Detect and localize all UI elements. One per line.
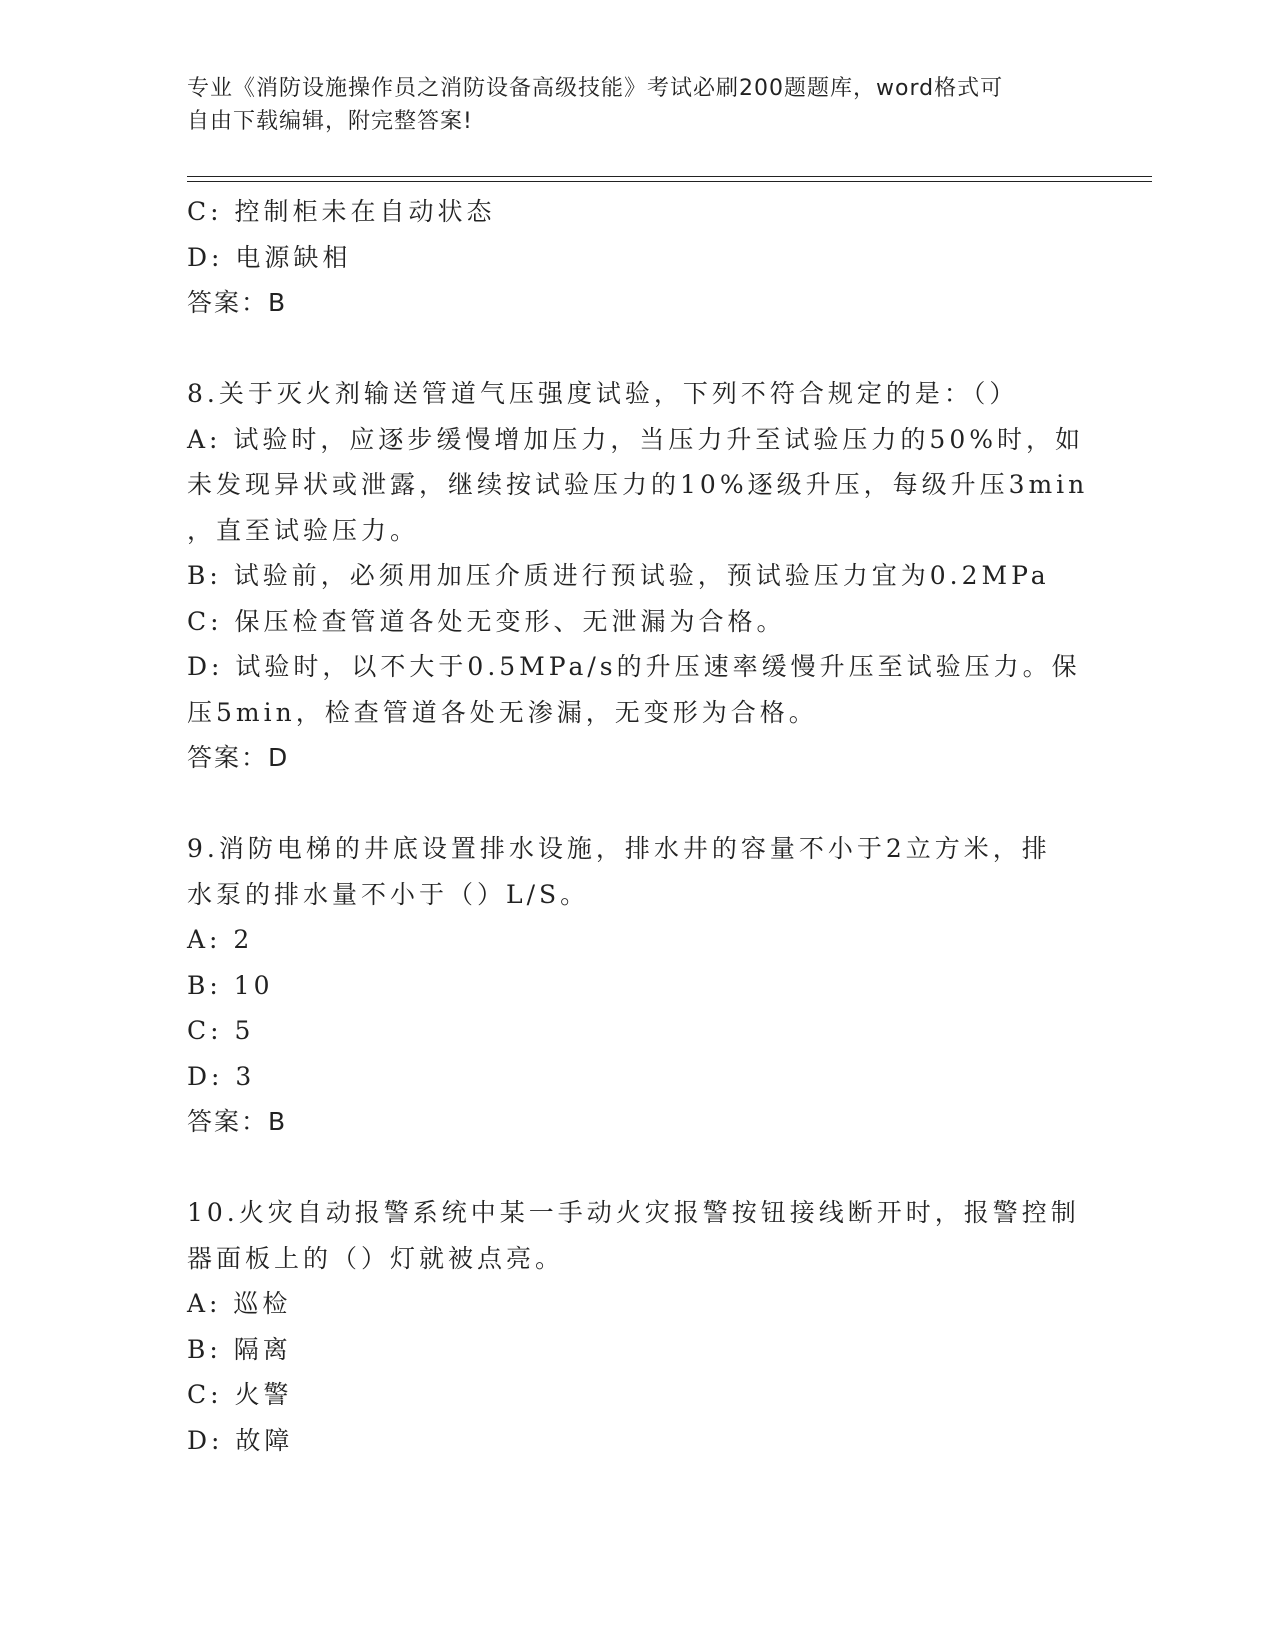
header-line-1: 专业《消防设施操作员之消防设备高级技能》考试必刷200题题库，word格式可 (187, 76, 1004, 101)
option-a-line-2: 未发现异状或泄露，继续按试验压力的10%逐级升压，每级升压3min (187, 470, 1089, 499)
spacer (187, 781, 1087, 827)
answer: 答案：B (187, 288, 288, 317)
option-d: D: 电源缺相 (187, 242, 352, 272)
option-a: A: 2 (187, 925, 254, 954)
question-stem-line-1: 9.消防电梯的井底设置排水设施，排水井的容量不小于2立方米，排 (187, 834, 1051, 863)
header-line-2: 自由下载编辑，附完整答案! (187, 109, 473, 134)
option-a-line-3: ，直至试验压力。 (187, 515, 420, 545)
question-10 (187, 1190, 1087, 1463)
option-b: B: 隔离 (187, 1334, 292, 1364)
question-stem: 8.关于灭火剂输送管道气压强度试验，下列不符合规定的是：（） (187, 379, 1019, 408)
question-stem-line-2: 器面板上的（）灯就被点亮。 (187, 1243, 565, 1273)
option-d: D: 3 (187, 1061, 256, 1091)
option-c: C: 火警 (187, 1380, 293, 1409)
option-c: C: 5 (187, 1016, 255, 1045)
answer: 答案：B (187, 1107, 288, 1136)
option-a-line-1: A: 试验时，应逐步缓慢增加压力，当压力升至试验压力的50%时，如 (187, 424, 1084, 454)
option-d-line-2: 压5min，检查管道各处无渗漏，无变形为合格。 (187, 697, 818, 727)
question-9 (187, 826, 1087, 1145)
option-b: B: 试验前，必须用加压介质进行预试验，预试验压力宜为0.2MPa (187, 561, 1050, 590)
question-list (187, 189, 1087, 1463)
question-7-tail (187, 189, 1087, 326)
spacer (187, 1145, 1087, 1191)
answer: 答案：D (187, 743, 290, 772)
document-header (187, 72, 1067, 138)
option-c: C: 保压检查管道各处无变形、无泄漏为合格。 (187, 606, 786, 636)
question-stem-line-2: 水泵的排水量不小于（）L/S。 (187, 879, 590, 909)
option-c: C: 控制柜未在自动状态 (187, 197, 496, 226)
question-8 (187, 371, 1087, 781)
spacer (187, 326, 1087, 372)
question-stem-line-1: 10.火灾自动报警系统中某一手动火灾报警按钮接线断开时，报警控制 (187, 1198, 1080, 1227)
option-b: B: 10 (187, 970, 274, 1000)
option-d: D: 故障 (187, 1425, 294, 1455)
header-divider-bottom (187, 181, 1152, 182)
option-d-line-1: D: 试验时，以不大于0.5MPa/s的升压速率缓慢升压至试验压力。保 (187, 652, 1081, 681)
header-divider-top (187, 176, 1152, 177)
option-a: A: 巡检 (187, 1289, 292, 1318)
